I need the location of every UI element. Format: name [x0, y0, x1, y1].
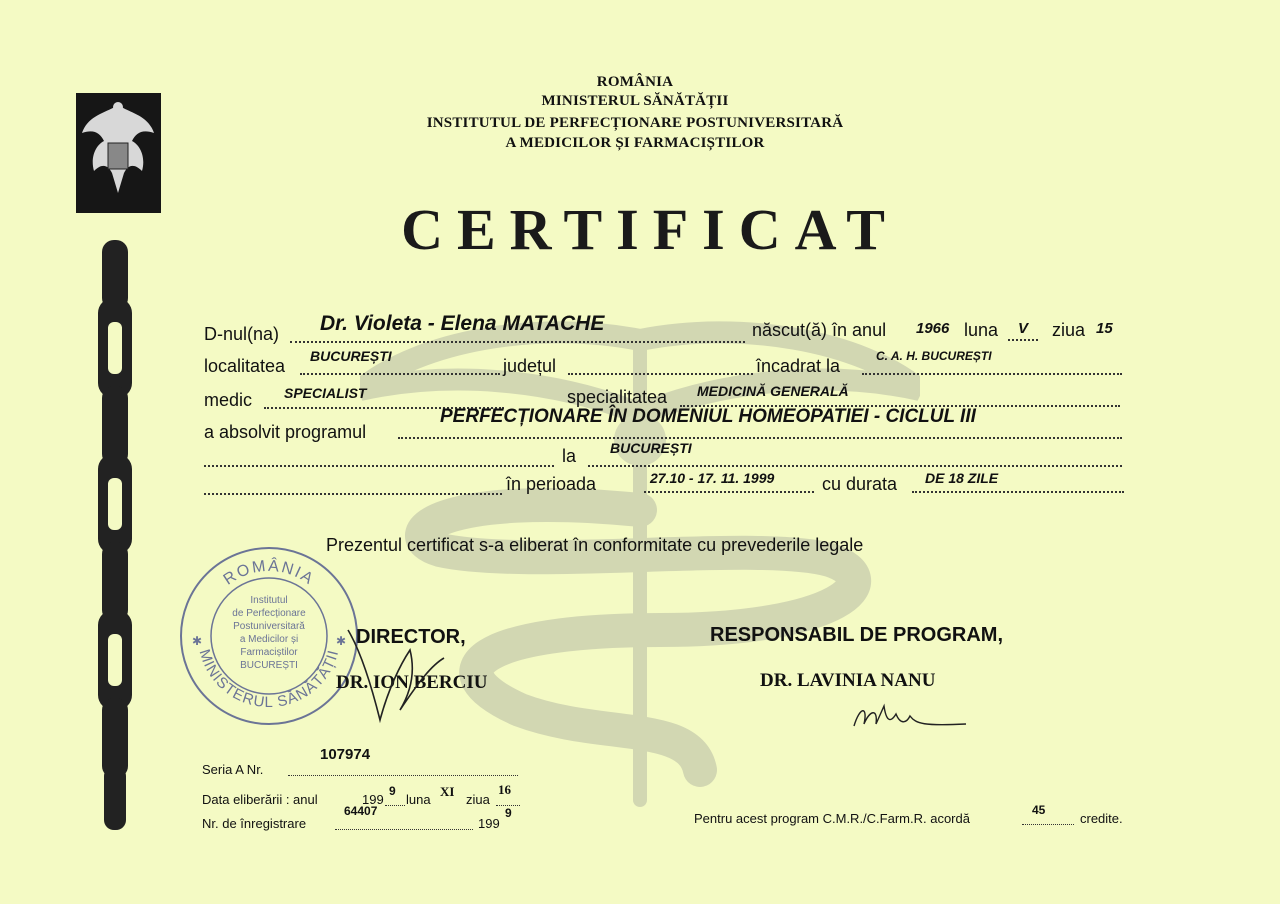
stamp-top-text: ROMÂNIA	[220, 557, 318, 589]
svg-text:ROMÂNIA	[221, 556, 318, 589]
locality-dotted-line	[300, 373, 500, 375]
county-dotted-line	[568, 373, 753, 375]
registration-year: 199	[478, 816, 500, 831]
caduceus-watermark-icon	[360, 300, 920, 820]
duration-value: DE 18 ZILE	[925, 470, 999, 486]
legal-statement: Prezentul certificat s-a eliberat în conformitate cu prevederile legale	[326, 535, 864, 555]
header-country: ROMÂNIA	[596, 74, 674, 90]
birth-month: V	[1018, 320, 1029, 337]
credits-value: 45	[1032, 803, 1046, 817]
birth-day: 15	[1096, 320, 1113, 337]
place-value: BUCUREȘTI	[610, 440, 692, 456]
issue-day: 16	[498, 782, 511, 797]
born-label: născut(ă) în anul	[752, 320, 887, 340]
responsible-name: DR. LAVINIA NANU	[760, 670, 936, 691]
employer-dotted-line	[862, 373, 1122, 375]
credits-prefix: Pentru acest program C.M.R./C.Farm.R. acordă	[694, 811, 970, 826]
header-institute: INSTITUTUL DE PERFECȚIONARE POSTUNIVERSITARĂ	[426, 115, 844, 131]
locality-label: localitatea	[204, 356, 286, 376]
place-label: la	[562, 446, 577, 466]
chain-border	[90, 240, 140, 830]
series-number: 107974	[320, 746, 371, 763]
period-label: în perioada	[506, 474, 597, 494]
month-dotted-line	[1008, 339, 1038, 341]
issue-month-label: luna	[406, 792, 431, 807]
certificate-title: CERTIFICAT	[401, 197, 899, 262]
stamp-line: de Perfecționare	[232, 608, 306, 619]
responsible-signature	[850, 700, 970, 736]
recipient-name: Dr. Violeta - Elena MATACHE	[320, 312, 605, 335]
issue-year: 199	[362, 792, 384, 807]
header-institute-subtitle: A MEDICILOR ȘI FARMACIȘTILOR	[505, 135, 765, 151]
name-dotted-line	[290, 341, 745, 343]
period-dotted-line	[644, 491, 814, 493]
credits-dotted-line	[1022, 824, 1074, 825]
issue-date-label: Data eliberării : anul	[202, 792, 318, 807]
registration-dotted-line	[335, 829, 473, 830]
series-dotted-line	[288, 775, 518, 776]
duration-label: cu durata	[822, 474, 898, 494]
issue-month: XI	[440, 784, 455, 799]
stamp-bottom-text: MINISTERUL SĂNĂTĂȚII	[195, 647, 343, 712]
stamp-line: Postuniversitară	[233, 621, 305, 632]
stamp-line: Institutul	[250, 595, 288, 606]
registration-label: Nr. de înregistrare	[202, 816, 307, 831]
period-value: 27.10 - 17. 11. 1999	[650, 470, 775, 486]
place-prefix-dotted-line	[204, 465, 554, 467]
specialty-value: MEDICINĂ GENERALĂ	[697, 383, 849, 399]
issue-day-label: ziua	[466, 792, 490, 807]
month-label: luna	[964, 320, 999, 340]
employed-label: încadrat la	[756, 356, 841, 376]
stamp-line: BUCUREȘTI	[240, 660, 298, 671]
svg-text:✱: ✱	[192, 634, 203, 648]
official-stamp	[178, 545, 360, 727]
series-label: Seria A Nr.	[202, 762, 264, 777]
director-signature	[340, 610, 450, 730]
stamp-line: Farmaciștilor	[240, 647, 298, 658]
credits-suffix: credite.	[1080, 811, 1123, 826]
employer-value: C. A. H. BUCUREȘTI	[876, 349, 992, 363]
place-dotted-line	[588, 465, 1122, 467]
grade-value: SPECIALIST	[284, 385, 367, 401]
specialty-label: specialitatea	[567, 387, 668, 407]
medic-label: medic	[204, 390, 253, 410]
county-label: județul	[503, 356, 557, 376]
responsible-title: RESPONSABIL DE PROGRAM,	[710, 624, 1003, 646]
day-label: ziua	[1052, 320, 1086, 340]
program-value: PERFECȚIONARE ÎN DOMENIUL HOMEOPATIEI - CICLUL III	[440, 406, 976, 427]
birth-year: 1966	[916, 320, 950, 337]
director-name: DR. ION BERCIU	[336, 672, 488, 693]
svg-text:✱: ✱	[336, 634, 347, 648]
locality-value: BUCUREȘTI	[310, 348, 392, 364]
program-dotted-line	[398, 437, 1122, 439]
period-prefix-dotted-line	[204, 493, 502, 495]
header-ministry: MINISTERUL SĂNĂTĂȚII	[541, 93, 729, 109]
stamp-line: a Medicilor și	[239, 634, 299, 645]
issue-year-dotted-line	[385, 805, 405, 806]
director-title: DIRECTOR,	[356, 626, 466, 648]
program-label: a absolvit programul	[204, 422, 367, 442]
coat-of-arms-icon	[76, 93, 161, 213]
duration-dotted-line	[912, 491, 1124, 493]
registration-number: 64407	[344, 804, 378, 818]
name-label: D-nul(na)	[204, 324, 280, 344]
registration-year-digit: 9	[505, 806, 512, 820]
issue-year-digit: 9	[389, 784, 396, 798]
